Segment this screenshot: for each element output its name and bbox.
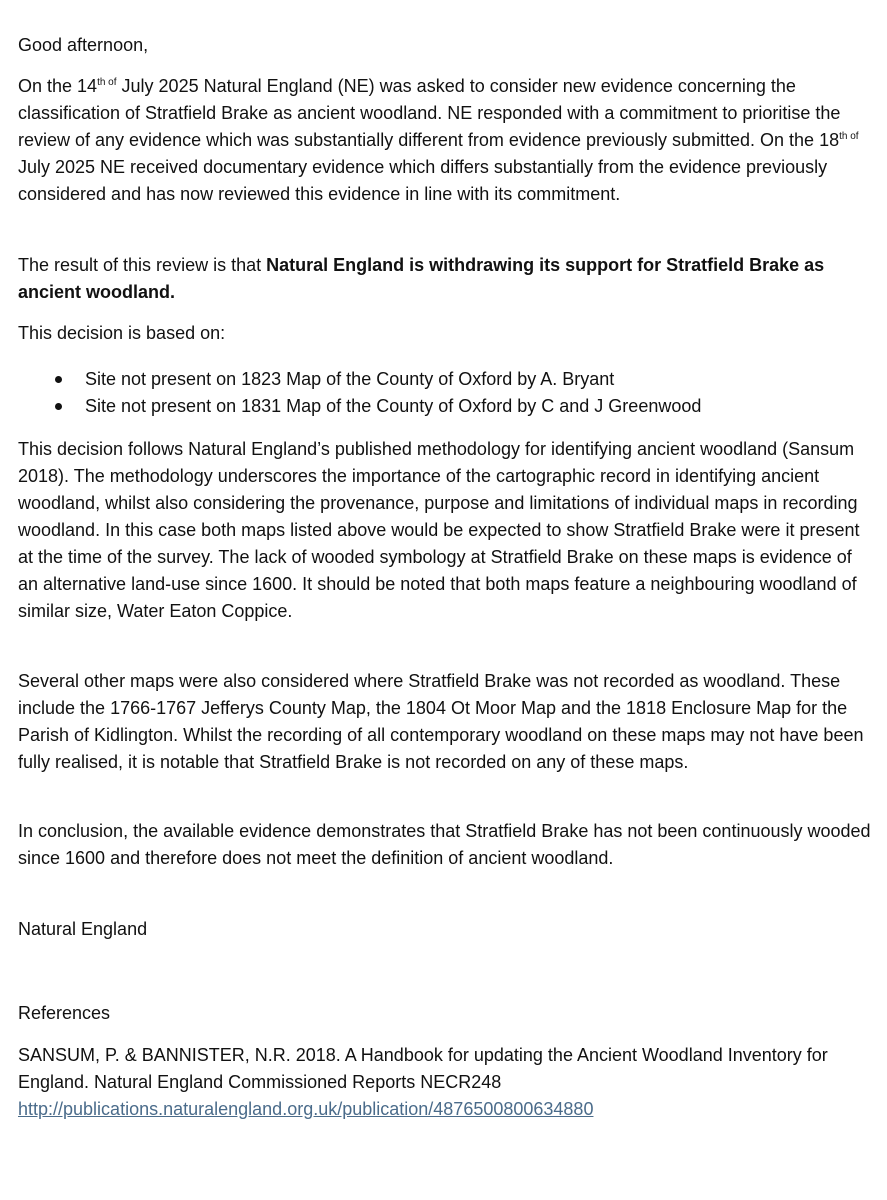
paragraph-request-context bbox=[18, 73, 873, 208]
paragraph-review-result bbox=[18, 252, 873, 306]
evidence-list bbox=[18, 366, 873, 420]
signature: Natural England bbox=[18, 919, 148, 939]
p2-bold-decision: Natural England is withdrawing its support for Stratfield Brake as ancient woodland. bbox=[18, 255, 825, 302]
references-heading: References bbox=[18, 1003, 111, 1023]
greeting: Good afternoon, bbox=[18, 35, 149, 55]
p1-text-c: July 2025 NE received documentary evidence which differs substantially from the evidence previously considered and has now reviewed this evidence in line with its commitment. bbox=[18, 157, 828, 204]
paragraph-methodology: This decision follows Natural England’s published methodology for identifying ancient woodland (Sansum 2018). The methodology underscores the importance of the cartographic record in identifying ancient woodland, whilst also considering the provenance, purpose and limitations of individual maps in recording woodland. In this case both maps listed above would be expected to show Stratfield Brake were it present at the time of the survey. The lack of wooded symbology at Stratfield Brake on these maps is evidence of an alternative land-use since 1600. It should be noted that both maps feature a neighbouring woodland of similar size, Water Eaton Coppice. bbox=[18, 439, 860, 621]
reference-entry bbox=[18, 1042, 873, 1123]
paragraph-other-maps: Several other maps were also considered where Stratfield Brake was not recorded as woodland. These include the 1766-1767 Jefferys County Map, the 1804 Ot Moor Map and the 1818 Enclosure Map for the Parish of Kidlington. Whilst the recording of all contemporary woodland on these maps may not have been fully realised, it is notable that Stratfield Brake is not recorded on any of these maps. bbox=[18, 671, 864, 772]
p1-superscript-1: th of bbox=[97, 77, 117, 88]
reference-link[interactable]: http://publications.naturalengland.org.uk/publication/4876500800634880 bbox=[18, 1099, 594, 1119]
p2-lead: The result of this review is that bbox=[18, 255, 267, 275]
p1-text-b: July 2025 Natural England (NE) was asked to consider new evidence concerning the classification of Stratfield Brake as ancient woodland. NE responded with a commitment to prioritise the review of any evidence which was substantially different from evidence previously submitted. On the 18 bbox=[18, 76, 841, 150]
paragraph-decision-basis: This decision is based on: bbox=[18, 323, 226, 343]
p1-superscript-2: th of bbox=[839, 131, 859, 142]
list-item: Site not present on 1823 Map of the County of Oxford by A. Bryant bbox=[18, 366, 873, 393]
paragraph-conclusion: In conclusion, the available evidence demonstrates that Stratfield Brake has not been continuously wooded since 1600 and therefore does not meet the definition of ancient woodland. bbox=[18, 821, 871, 868]
p1-text-a: On the 14 bbox=[18, 76, 98, 96]
reference-text: SANSUM, P. & BANNISTER, N.R. 2018. A Handbook for updating the Ancient Woodland Inventory for England. Natural England Commissioned Reports NECR248 bbox=[18, 1045, 828, 1092]
list-item: Site not present on 1831 Map of the County of Oxford by C and J Greenwood bbox=[18, 393, 873, 420]
